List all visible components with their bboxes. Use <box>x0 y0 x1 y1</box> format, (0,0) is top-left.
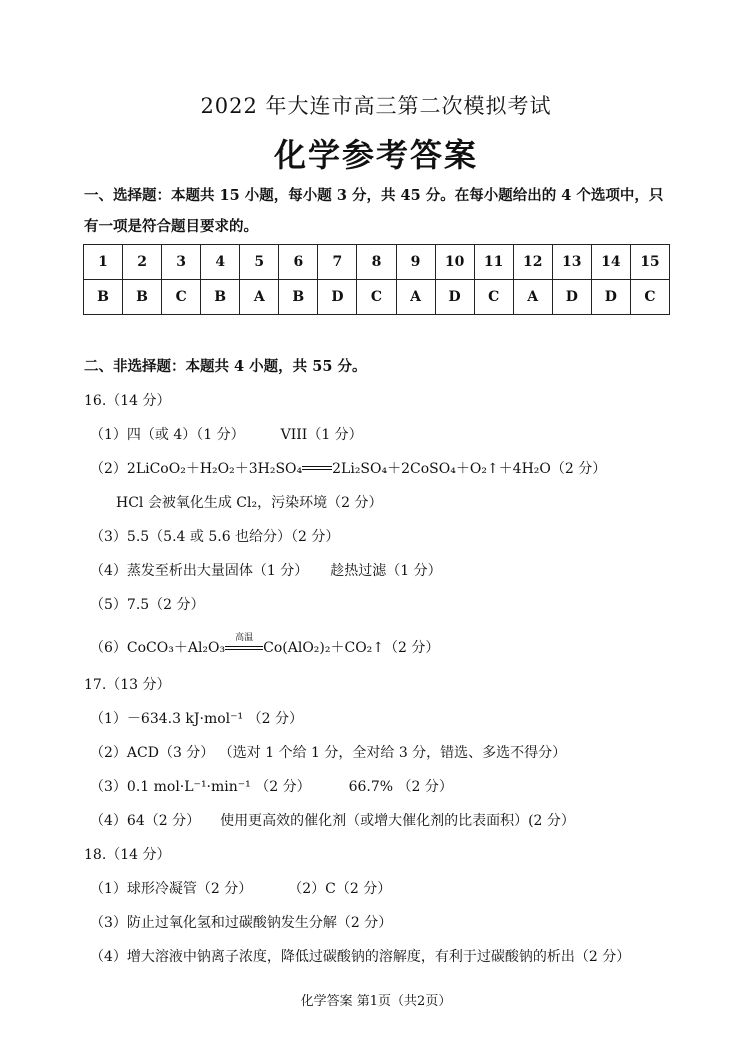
answer-cell: A <box>240 280 279 315</box>
q18-2-answer: （2）C（2 分） <box>288 881 392 897</box>
q17-line3 <box>90 776 453 796</box>
question-number-cell: 15 <box>630 245 669 280</box>
part1-heading-line2: 有一项是符合题目要求的。 <box>84 218 258 235</box>
q17-line2: （2）ACD（3 分） （选对 1 个给 1 分，全对给 3 分，错选、多选不得分） <box>90 745 567 761</box>
q18-1-answer: （1）球形冷凝管（2 分） <box>90 881 253 897</box>
question-number-cell: 12 <box>513 245 552 280</box>
answer-table <box>83 244 670 315</box>
answer-cell: B <box>84 280 123 315</box>
q18-line3: （3）防止过氧化氢和过碳酸钠发生分解（2 分） <box>90 915 393 931</box>
question-number-cell: 7 <box>318 245 357 280</box>
q16-1-answer-b: VIII（1 分） <box>280 427 363 443</box>
answer-cell: C <box>357 280 396 315</box>
answer-cell: B <box>201 280 240 315</box>
q16-line4 <box>90 560 442 580</box>
q17-line1: （1）－634.3 kJ·mol⁻¹ （2 分） <box>90 711 303 727</box>
q16-4-answer-b: 趁热过滤（1 分） <box>330 563 442 579</box>
q16-line1 <box>90 424 363 444</box>
reaction-condition-arrow-icon <box>225 633 263 655</box>
question-number-cell: 11 <box>474 245 513 280</box>
q17-3-answer-b: 66.7% （2 分） <box>348 779 453 795</box>
question-number-cell: 10 <box>435 245 474 280</box>
q16-heading: 16.（14 分） <box>84 393 171 409</box>
part2-heading: 二、非选择题：本题共 4 小题，共 55 分。 <box>84 358 367 375</box>
question-number-cell: 13 <box>552 245 591 280</box>
q16-line6 <box>90 633 440 657</box>
q16-4-answer-a: （4）蒸发至析出大量固体（1 分） <box>90 563 309 579</box>
q17-line4 <box>90 810 575 830</box>
page-footer: 化学答案 第1页（共2页） <box>300 994 452 1009</box>
answer-cell: D <box>591 280 630 315</box>
question-number-cell: 9 <box>396 245 435 280</box>
answer-table-number-row <box>84 245 670 280</box>
answer-cell: D <box>318 280 357 315</box>
answer-cell: A <box>396 280 435 315</box>
q16-line3: （3）5.5（5.4 或 5.6 也给分）（2 分） <box>90 529 340 545</box>
q16-1-answer-a: （1）四（或 4）（1 分） <box>90 427 245 443</box>
q16-line2 <box>90 458 606 478</box>
q17-3-answer-a: （3）0.1 mol·L⁻¹·min⁻¹ （2 分） <box>90 779 311 795</box>
answer-cell: A <box>513 280 552 315</box>
q16-6-products: Co(AlO₂)₂＋CO₂↑（2 分） <box>263 640 440 656</box>
question-number-cell: 6 <box>279 245 318 280</box>
question-number-cell: 8 <box>357 245 396 280</box>
answer-table-answer-row <box>84 280 670 315</box>
page-subtitle: 化学参考答案 <box>273 136 478 174</box>
answer-cell: B <box>123 280 162 315</box>
question-number-cell: 2 <box>123 245 162 280</box>
answer-cell: C <box>474 280 513 315</box>
q16-2-reactants: （2）2LiCoO₂＋H₂O₂＋3H₂SO₄ <box>90 461 303 477</box>
q18-line4: （4）增大溶液中钠离子浓度，降低过碳酸钠的溶解度，有利于过碳酸钠的析出（2 分） <box>90 949 631 965</box>
q16-6-reactants: （6）CoCO₃＋Al₂O₃ <box>90 640 226 656</box>
q16-2-products: 2Li₂SO₄＋2CoSO₄＋O₂↑＋4H₂O（2 分） <box>332 461 607 477</box>
answer-cell: D <box>435 280 474 315</box>
answer-cell: C <box>162 280 201 315</box>
q17-4-answer-b: 使用更高效的催化剂（或增大催化剂的比表面积）(2 分） <box>220 813 575 829</box>
q16-2-reason: HCl 会被氧化生成 Cl₂，污染环境（2 分） <box>116 495 383 511</box>
reaction-condition: 高温 <box>235 633 254 643</box>
answer-cell: B <box>279 280 318 315</box>
answer-cell: D <box>552 280 591 315</box>
question-number-cell: 14 <box>591 245 630 280</box>
q17-4-answer-a: （4）64（2 分） <box>90 813 201 829</box>
q17-heading: 17.（13 分） <box>84 677 171 693</box>
question-number-cell: 5 <box>240 245 279 280</box>
question-number-cell: 1 <box>84 245 123 280</box>
answer-cell: C <box>630 280 669 315</box>
q16-line5: （5）7.5（2 分） <box>90 597 205 613</box>
question-number-cell: 3 <box>162 245 201 280</box>
q18-heading: 18.（14 分） <box>84 847 171 863</box>
exam-title: 2022 年大连市高三第二次模拟考试 <box>200 94 552 118</box>
equals-sign-icon <box>302 464 332 474</box>
part1-heading-line1: 一、选择题：本题共 15 小题，每小题 3 分，共 45 分。在每小题给出的 4 个选项中，只 <box>84 187 664 204</box>
question-number-cell: 4 <box>201 245 240 280</box>
q18-line1 <box>90 878 391 898</box>
